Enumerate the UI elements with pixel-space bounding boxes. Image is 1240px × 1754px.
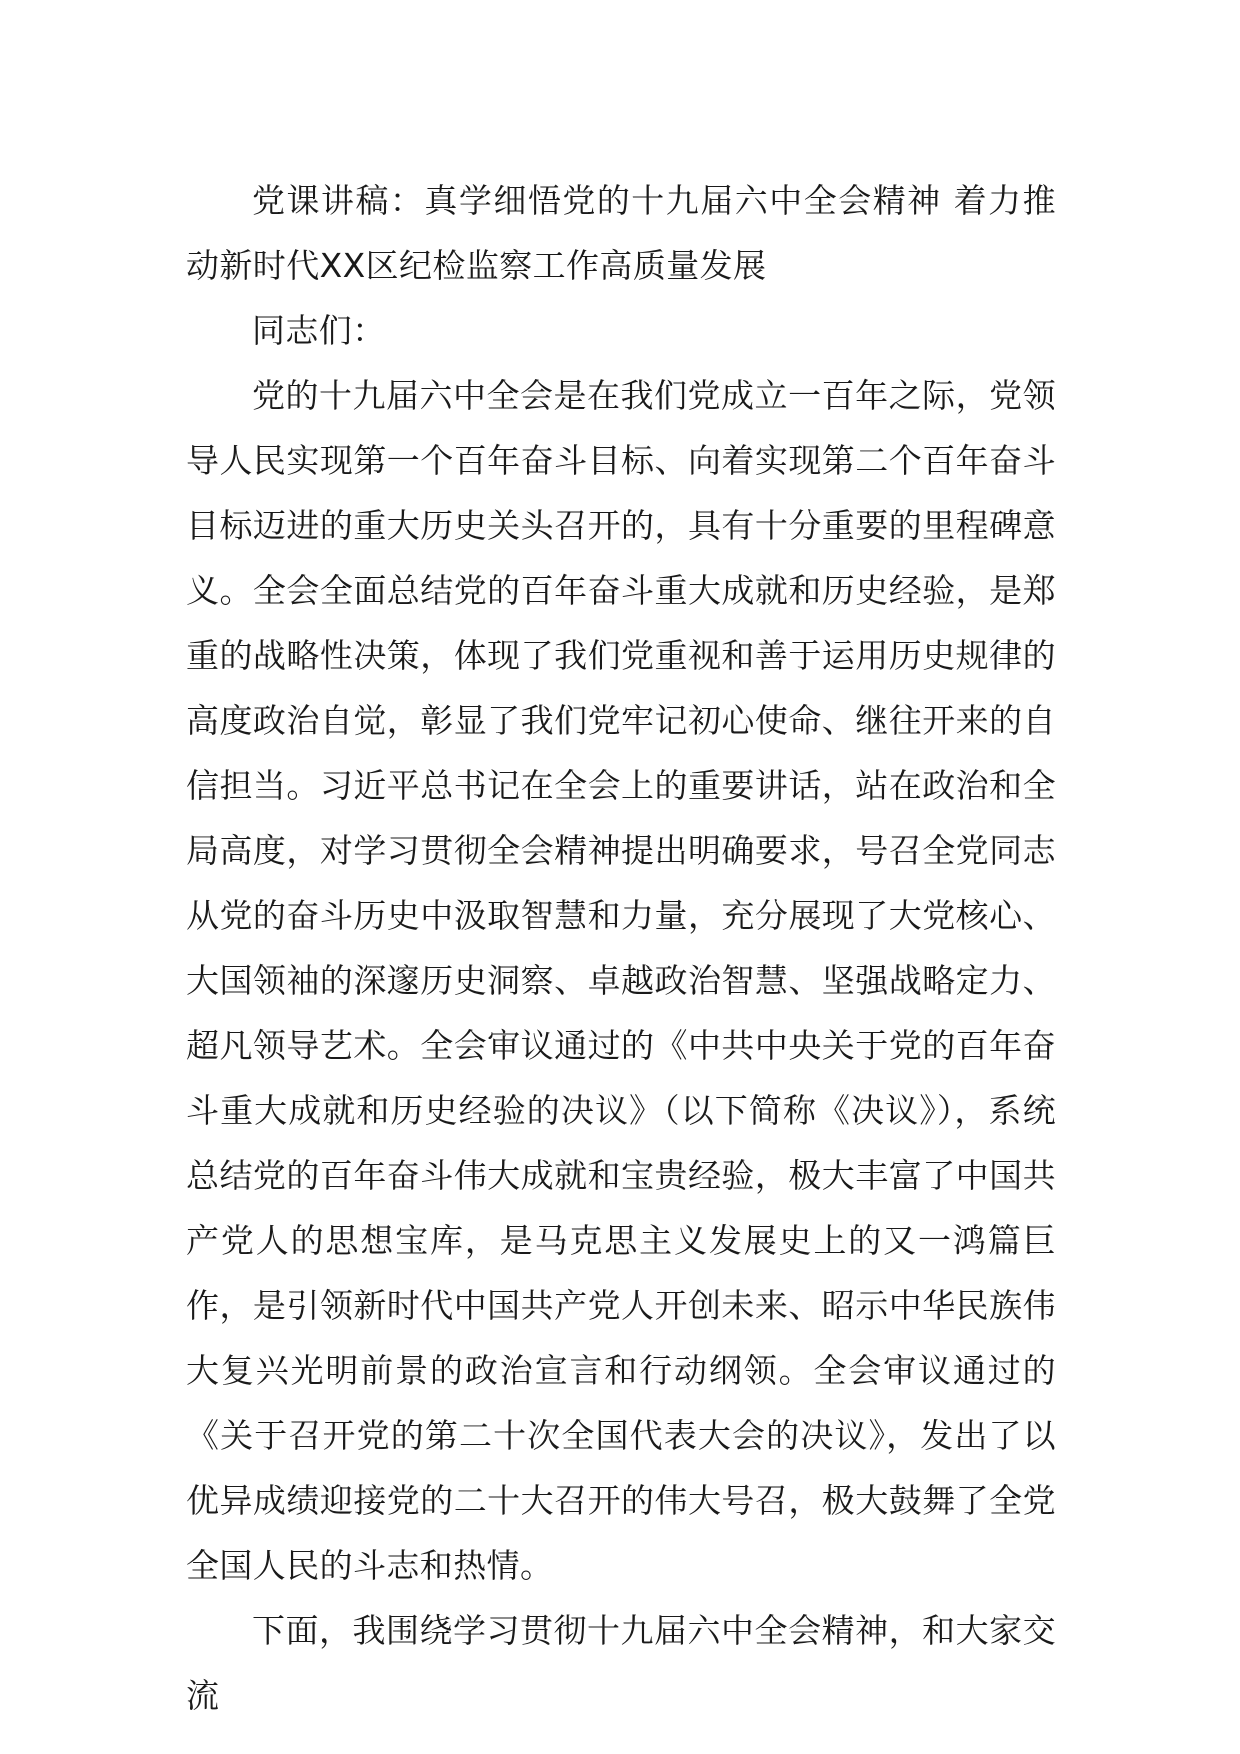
paragraph-2: 下面，我围绕学习贯彻十九届六中全会精神，和大家交流 bbox=[186, 1611, 1056, 1715]
document-body bbox=[186, 168, 1056, 1728]
greeting: 同志们： bbox=[252, 311, 386, 350]
paragraph-1: 党的十九届六中全会是在我们党成立一百年之际，党领导人民实现第一个百年奋斗目标、向着实现第二个百年奋斗目标迈进的重大历史关头召开的，具有十分重要的里程碑意义。全会全面总结党的百年奋斗重大成就和历史经验，是郑重的战略性决策，体现了我们党重视和善于运用历史规律的高度政治自觉，彰显了我们党牢记初心使命、继往开来的自信担当。习近平总书记在全会上的重要讲话，站在政治和全局高度，对学习贯彻全会精神提出明确要求，号召全党同志从党的奋斗历史中汲取智慧和力量，充分展现了大党核心、大国领袖的深邃历史洞察、卓越政治智慧、坚强战略定力、超凡领导艺术。全会审议通过的《中共中央关于党的百年奋斗重大成就和历史经验的决议》（以下简称《决议》），系统总结党的百年奋斗伟大成就和宝贵经验，极大丰富了中国共产党人的思想宝库，是马克思主义发展史上的又一鸿篇巨作，是引领新时代中国共产党人开创未来、昭示中华民族伟大复兴光明前景的政治宣言和行动纲领。全会审议通过的《关于召开党的第二十次全国代表大会的决议》，发出了以优异成绩迎接党的二十大召开的伟大号召，极大鼓舞了全党全国人民的斗志和热情。 bbox=[186, 376, 1056, 1585]
document-title: 党课讲稿：真学细悟党的十九届六中全会精神 着力推动新时代XX区纪检监察工作高质量发展 bbox=[186, 181, 1056, 285]
